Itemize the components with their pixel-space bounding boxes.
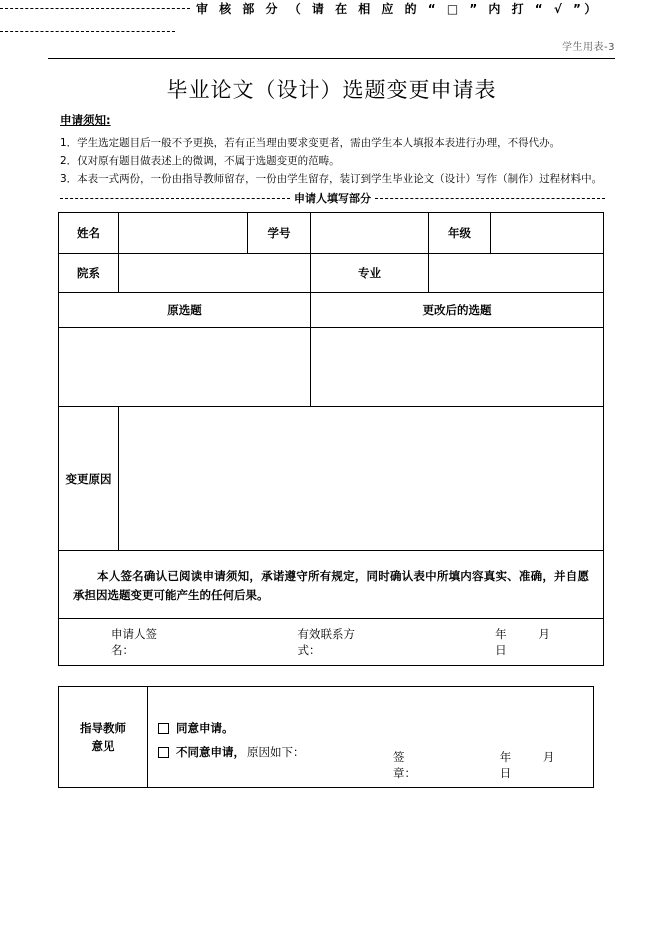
label-advisor-opinion: [59, 687, 148, 788]
applicant-info-table: [58, 212, 604, 666]
notice-item-1: 1．学生选定题目后一般不予更换，若有正当理由要求变更者，需由学生本人填报本表进行办理，不得代办。: [60, 137, 561, 149]
option-disagree-reason-label: 原因如下：: [247, 745, 305, 759]
advisor-stamp-line: [148, 749, 593, 781]
applicant-section-label: 申请人填写部分: [294, 192, 371, 205]
label-stamp: 签章：: [393, 750, 416, 780]
table-row-signature: [59, 619, 604, 666]
field-revised-topic[interactable]: [311, 328, 604, 407]
advisor-opinion-table: [58, 686, 594, 788]
divider-dash-left: [60, 198, 290, 199]
notice-block: [60, 112, 616, 188]
advisor-label-line-2: 意见: [91, 739, 115, 753]
notice-item-2: 2．仅对原有题目做表述上的微调，不属于选题变更的范畴。: [60, 155, 340, 167]
table-row-advisor-opinion: [59, 687, 594, 788]
checkbox-icon-agree[interactable]: [158, 723, 169, 734]
page-title: 毕业论文（设计）选题变更申请表: [166, 78, 497, 102]
label-applicant-signature: 申请人签名：: [111, 627, 157, 657]
label-contact-method: 有效联系方式：: [297, 627, 356, 657]
option-agree-label: 同意申请。: [176, 721, 234, 735]
review-dash-second: [0, 31, 175, 32]
signature-row-cell: [59, 619, 604, 666]
notice-heading: 申请须知:: [60, 113, 111, 127]
label-student-id: 学号: [248, 213, 311, 254]
field-major[interactable]: [429, 254, 604, 293]
signature-line: [59, 619, 603, 665]
notice-item-3: 3．本表一式两份，一份由指导教师留存，一份由学生留存，装订到学生毕业论文（设计）写作（制作）过程材料中。: [60, 173, 603, 185]
option-agree[interactable]: [158, 717, 593, 739]
label-change-reason: 变更原因: [59, 407, 119, 551]
field-change-reason[interactable]: [119, 407, 604, 551]
table-row-reason: [59, 407, 604, 551]
field-department[interactable]: [119, 254, 311, 293]
header-divider-rule: [48, 58, 615, 59]
label-name: 姓名: [59, 213, 119, 254]
commitment-statement-cell: [59, 551, 604, 619]
header-revised-topic: 更改后的选题: [311, 293, 604, 328]
review-section-divider: [0, 0, 600, 32]
label-grade: 年级: [429, 213, 491, 254]
header-form-code: 学生用表-3: [562, 42, 615, 53]
option-disagree-label: 不同意申请，: [176, 745, 245, 759]
applicant-section-divider: [60, 190, 605, 206]
review-dash-left: [0, 8, 190, 9]
label-major: 专业: [311, 254, 429, 293]
field-grade[interactable]: [491, 213, 604, 254]
table-row-topic-values: [59, 328, 604, 407]
label-signature-date: 年 月 日: [495, 627, 564, 657]
field-student-id[interactable]: [311, 213, 429, 254]
review-section-label: 审 核 部 分 （ 请 在 相 应 的 “ □ ” 内 打 “ √ ”）: [196, 2, 600, 16]
advisor-label-line-1: 指导教师: [80, 721, 126, 735]
label-department: 院系: [59, 254, 119, 293]
table-row-topic-headers: [59, 293, 604, 328]
header-original-topic: 原选题: [59, 293, 311, 328]
table-row-commitment: [59, 551, 604, 619]
table-row-department: [59, 254, 604, 293]
review-divider-line: [0, 0, 600, 17]
commitment-statement: 本人签名确认已阅读申请须知，承诺遵守所有规定，同时确认表中所填内容真实、准确，并自愿承担因选题变更可能产生的任何后果。: [73, 569, 589, 602]
label-advisor-date: 年 月 日: [499, 750, 569, 780]
divider-dash-right: [375, 198, 605, 199]
field-name[interactable]: [119, 213, 248, 254]
table-row-name: [59, 213, 604, 254]
advisor-opinion-content: [148, 687, 594, 788]
field-original-topic[interactable]: [59, 328, 311, 407]
